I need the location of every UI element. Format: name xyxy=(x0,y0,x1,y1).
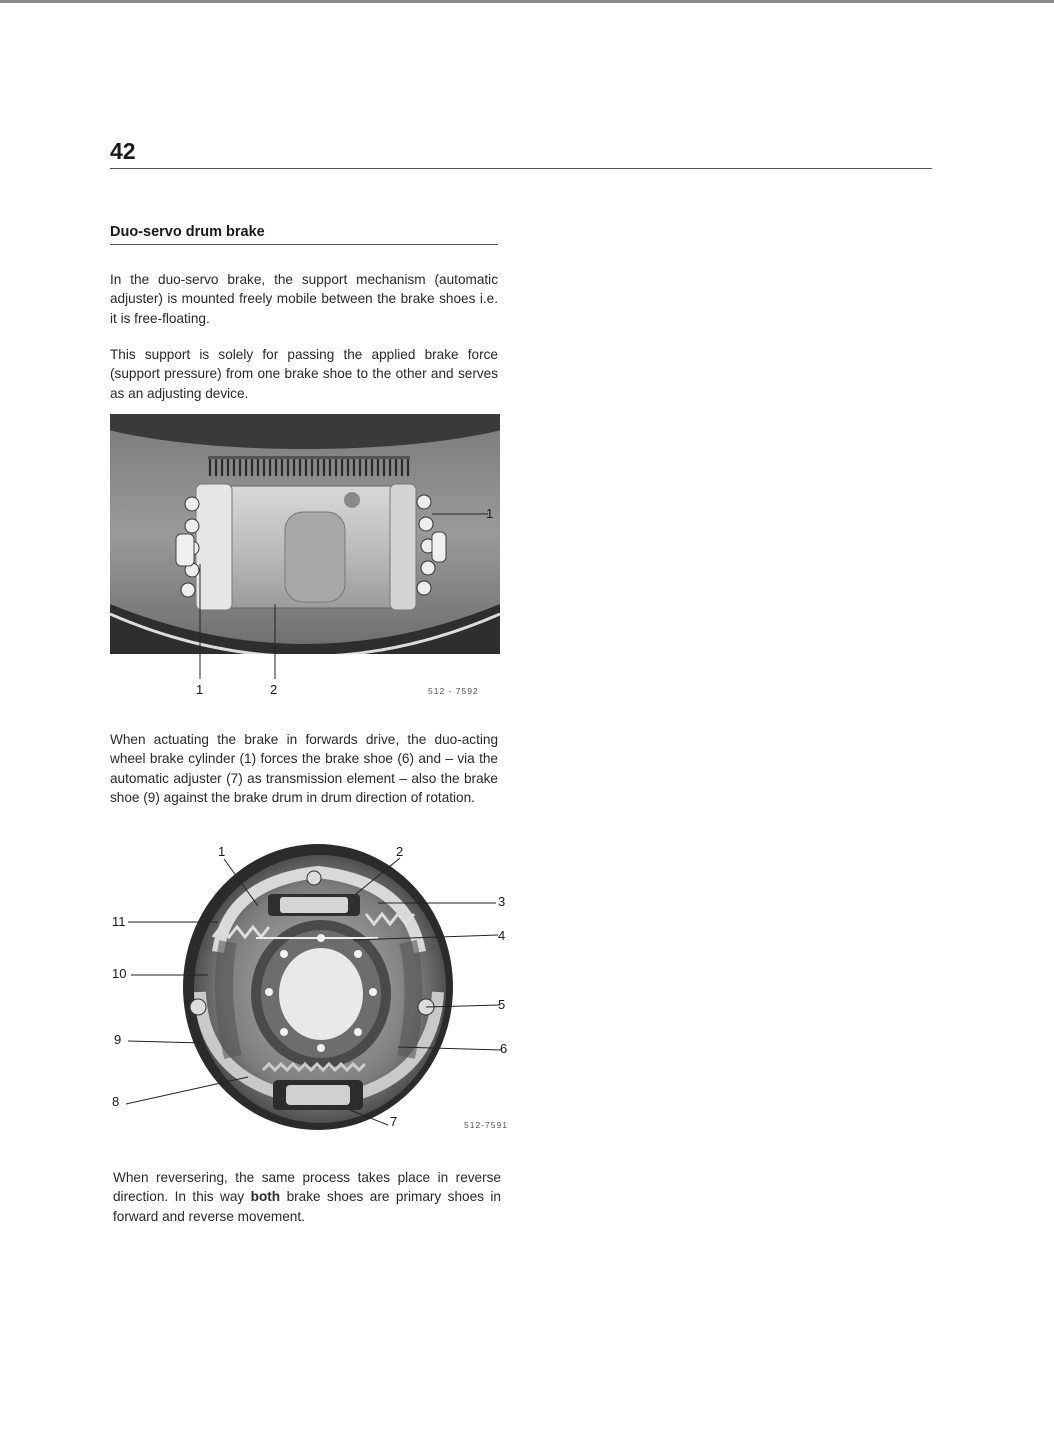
callout-fig2-2: 2 xyxy=(396,844,404,859)
paragraph-4 xyxy=(113,1168,501,1226)
callout-1-right: 1 xyxy=(486,506,494,521)
paragraph-1: In the duo-servo brake, the support mechanism (automatic adjuster) is mounted freely mobile between the brake shoes i.e. it is free-floating. xyxy=(110,272,498,326)
callout-fig2-7: 7 xyxy=(390,1114,398,1129)
callout-fig2-1: 1 xyxy=(218,844,226,859)
callout-fig2-4: 4 xyxy=(498,928,506,943)
figure-wheel-cylinder xyxy=(110,414,500,704)
paragraph-3: When actuating the brake in forwards drive, the duo-acting wheel brake cylinder (1) forces the brake shoe (6) and – via the automatic adjuster (7) as transmission element – also the brake shoe (9) against the brake drum in drum direction of rotation. xyxy=(110,732,498,805)
brake-assembly-photo xyxy=(108,842,518,1142)
callout-fig2-10: 10 xyxy=(112,966,127,981)
callout-fig2-5: 5 xyxy=(498,997,506,1012)
top-border xyxy=(0,0,1054,3)
callout-fig2-6: 6 xyxy=(500,1041,508,1056)
section-title: Duo-servo drum brake xyxy=(110,224,265,240)
header-rule xyxy=(110,168,932,169)
wheel-cylinder-photo xyxy=(110,414,500,704)
callout-1-bottom: 1 xyxy=(196,682,204,697)
paragraph-4-text-b: brake shoes are primary shoes in forward and reverse movement. xyxy=(113,1189,501,1224)
callout-2: 2 xyxy=(270,682,278,697)
page-number: 42 xyxy=(110,138,136,164)
figure-brake-assembly xyxy=(108,842,518,1142)
paragraph-4-text-a: When reversering, the same process takes place in reverse direction. In this way xyxy=(113,1170,501,1205)
callout-fig2-11: 11 xyxy=(112,914,126,929)
callout-fig2-3: 3 xyxy=(498,894,506,909)
paragraph-4-bold: both xyxy=(250,1189,281,1205)
figure-1-code: 512 - 7592 xyxy=(428,686,479,696)
paragraph-2: This support is solely for passing the applied brake force (support pressure) from one brake shoe to the other and serves as an adjusting device. xyxy=(110,347,498,401)
callout-fig2-9: 9 xyxy=(114,1032,122,1047)
title-rule xyxy=(110,244,498,245)
figure-2-code: 512-7591 xyxy=(464,1120,508,1130)
callout-fig2-8: 8 xyxy=(112,1094,120,1109)
